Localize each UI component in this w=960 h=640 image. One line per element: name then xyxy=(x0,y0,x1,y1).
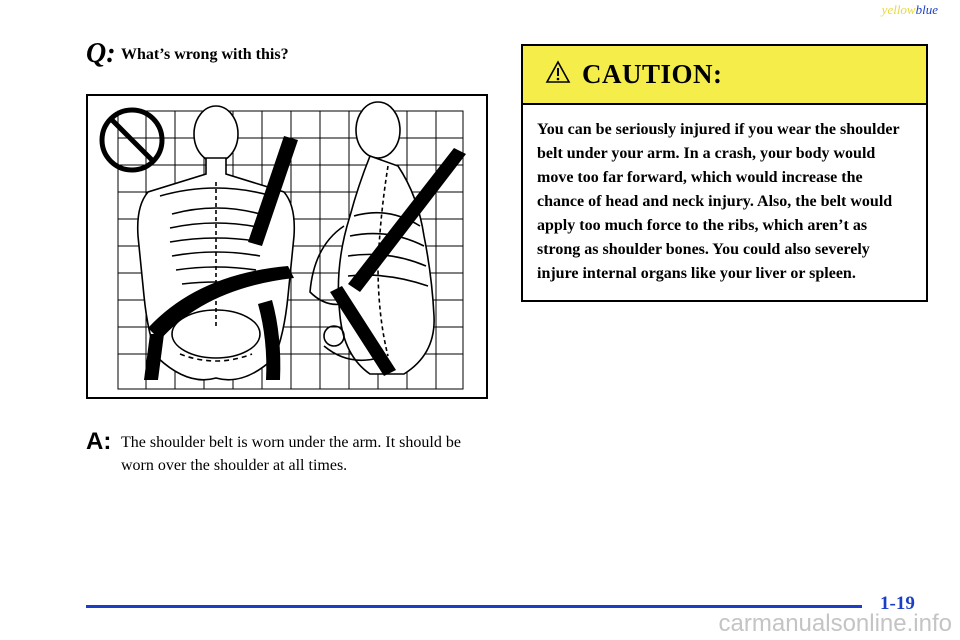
answer-mark: A: xyxy=(86,428,112,455)
footer-rule xyxy=(86,605,862,608)
color-tag xyxy=(882,2,938,18)
seatbelt-illustration xyxy=(86,94,488,399)
answer-text: The shoulder belt is worn under the arm. It should be worn over the shoulder at all times. xyxy=(121,434,461,474)
question-text: What’s wrong with this? xyxy=(121,46,289,63)
question-mark: Q: xyxy=(86,38,116,69)
watermark: carmanualsonline.info xyxy=(718,610,952,637)
caution-title: CAUTION: xyxy=(582,59,723,89)
caution-body: You can be seriously injured if you wear the shoulder belt under your arm. In a crash, your body would move too far forward, which would increase the chance of head and neck injury. Also, the belt would apply too much force to the ribs, which aren’t as strong as shoulder bones. You could also severely injure internal organs like your liver or spleen. xyxy=(537,121,900,282)
caution-box xyxy=(521,44,928,302)
caution-header xyxy=(523,46,926,105)
color-tag-blue: blue xyxy=(915,2,938,17)
no-symbol-icon xyxy=(102,110,162,170)
color-tag-yellow: yellow xyxy=(881,2,916,17)
illustration-svg xyxy=(88,96,486,397)
warning-triangle-icon xyxy=(545,60,571,84)
page-number: 1-19 xyxy=(880,593,915,614)
